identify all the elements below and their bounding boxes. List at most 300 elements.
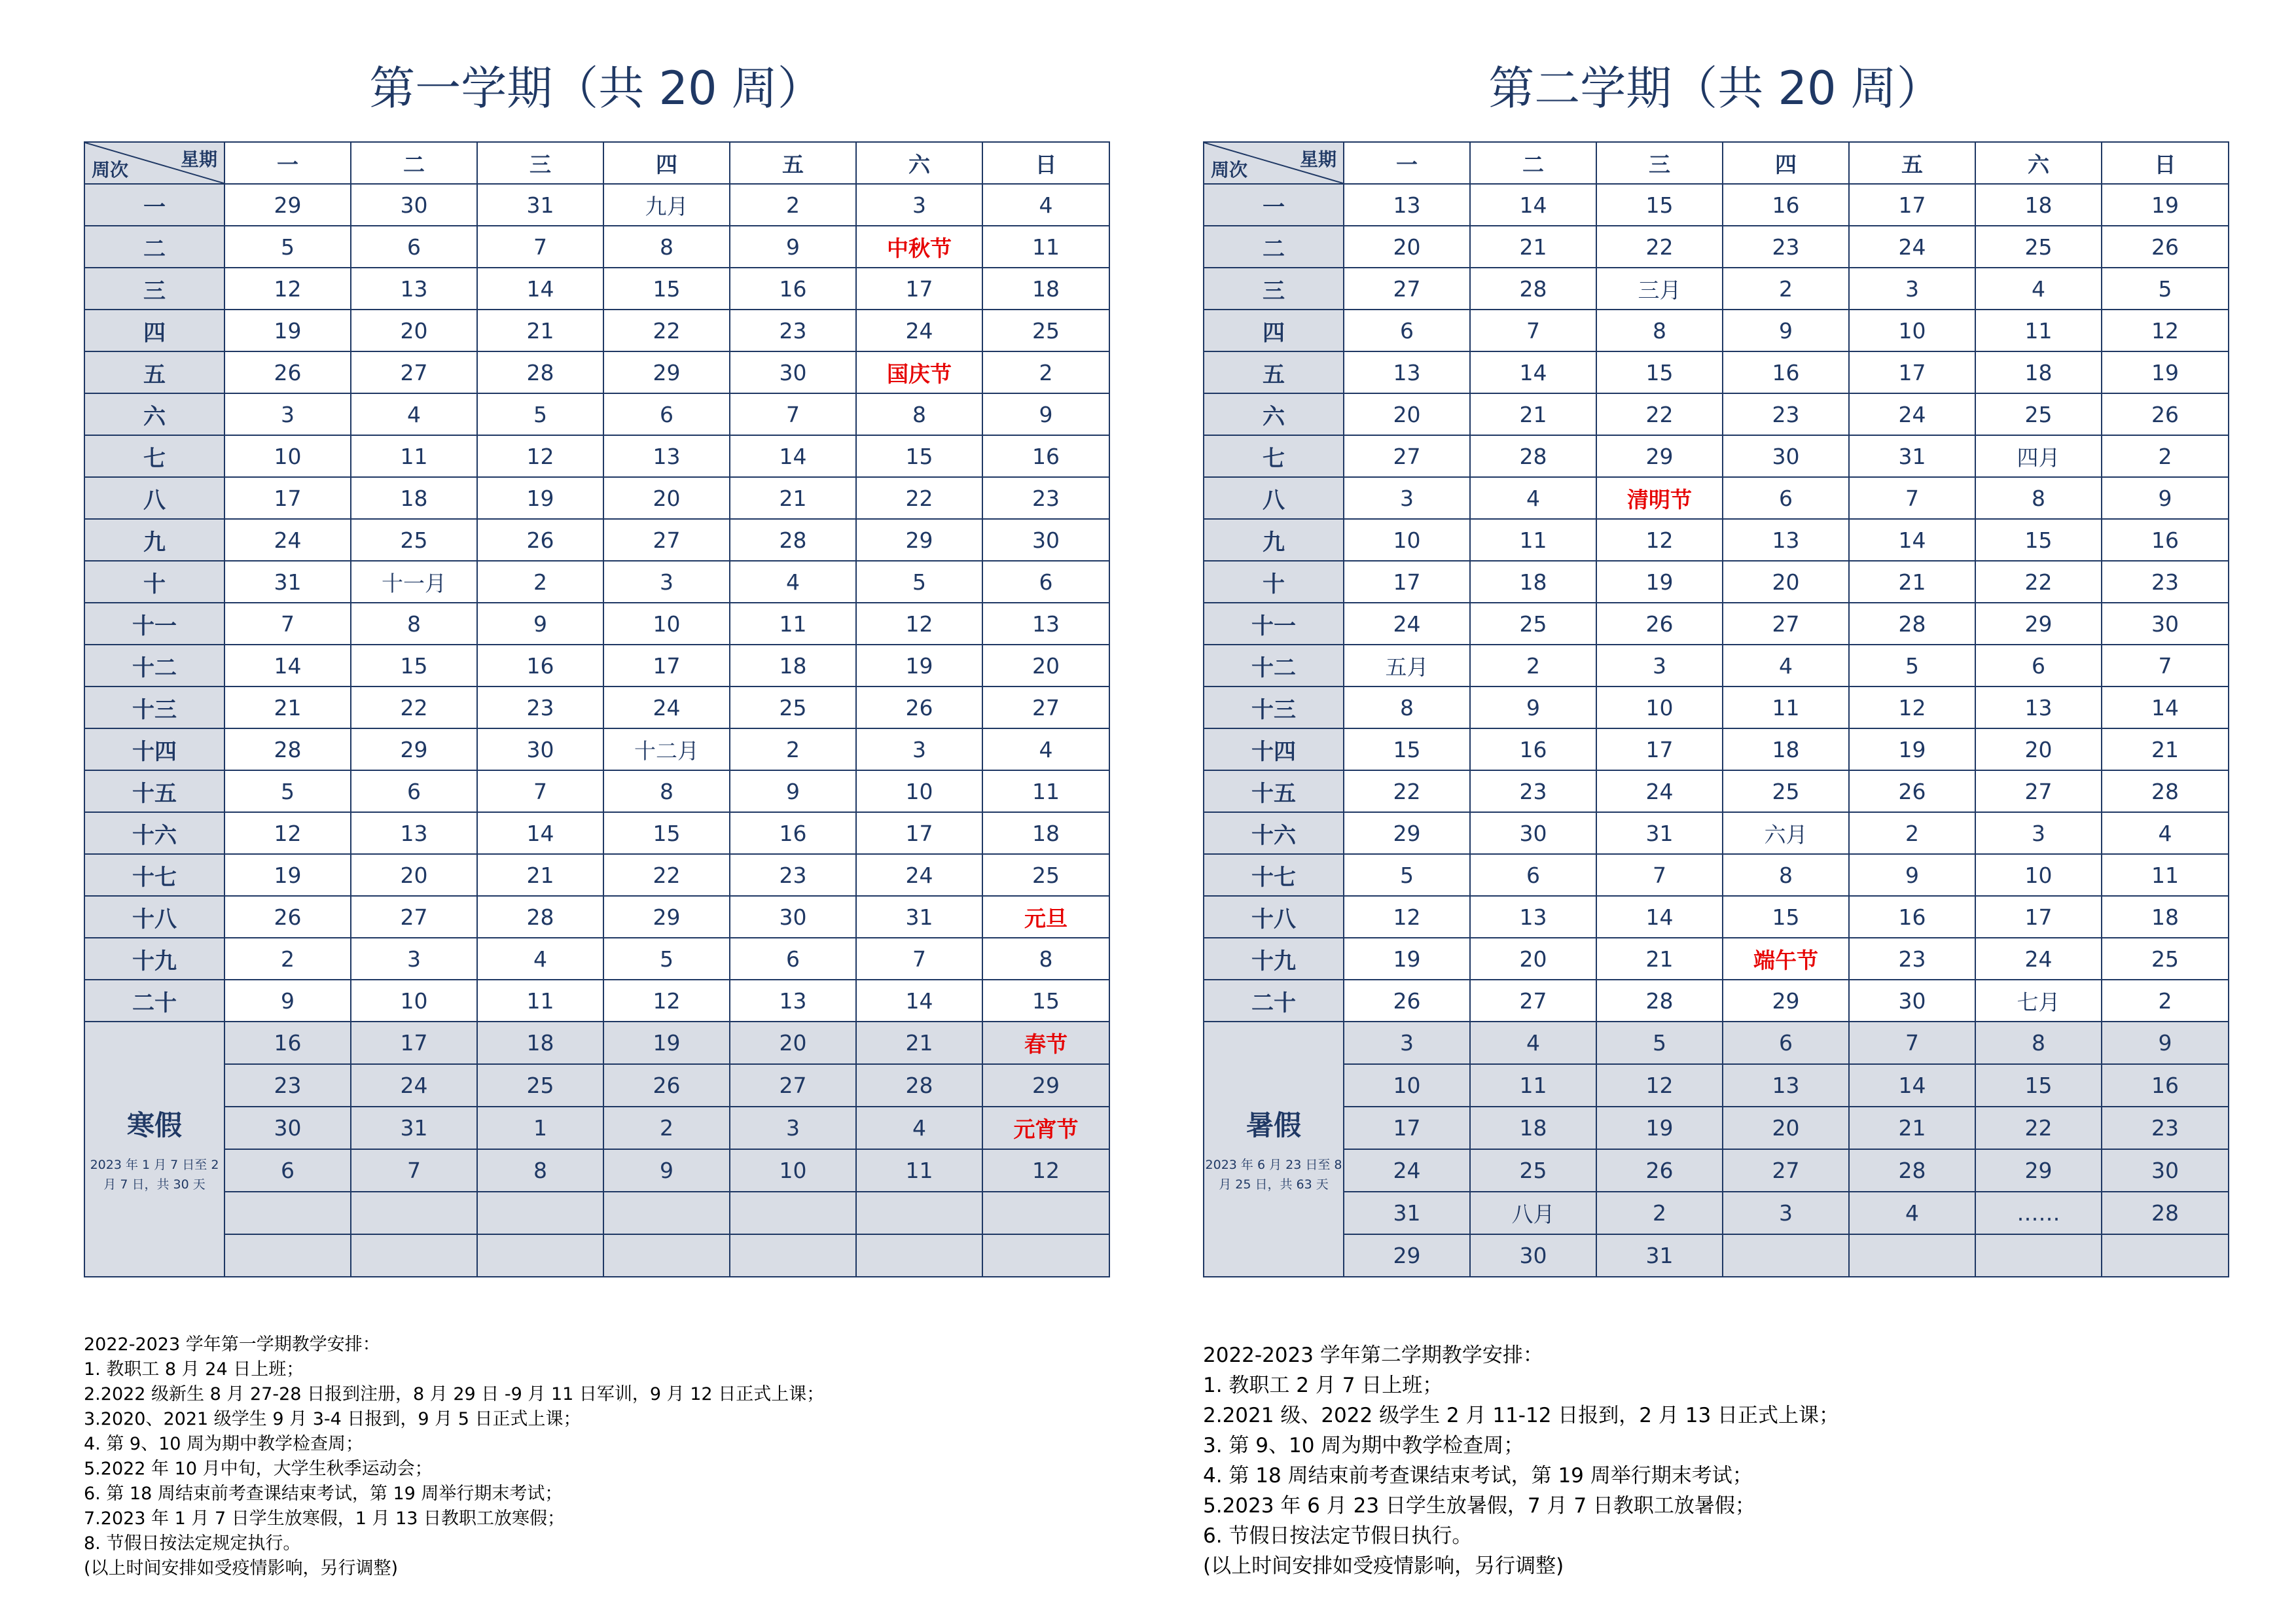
date-cell: 19 xyxy=(2102,351,2229,393)
date-cell: 15 xyxy=(982,980,1109,1022)
week-row xyxy=(84,854,1109,896)
vacation-date-cell: 17 xyxy=(1344,1107,1470,1149)
date-cell: 7 xyxy=(477,770,603,812)
date-cell: 12 xyxy=(2102,310,2229,351)
week-number: 三 xyxy=(1204,268,1344,310)
note-line: (以上时间安排如受疫情影响，另行调整) xyxy=(84,1558,399,1578)
vacation-date-cell: 20 xyxy=(730,1022,856,1064)
date-cell: 5 xyxy=(2102,268,2229,310)
vacation-row xyxy=(84,1234,1109,1277)
week-number: 十一 xyxy=(84,603,224,645)
date-cell: 23 xyxy=(1470,770,1596,812)
vacation-date-cell: 春节 xyxy=(982,1022,1109,1064)
weekday-header: 三 xyxy=(477,142,603,184)
note-line: 2.2022 级新生 8 月 27-28 日报到注册，8 月 29 日 -9 月 11 日军训，9 月 12 日正式上课； xyxy=(84,1384,825,1404)
date-cell: 8 xyxy=(856,393,982,435)
date-cell: 25 xyxy=(1975,226,2102,268)
week-row xyxy=(1204,435,2229,477)
date-cell: 22 xyxy=(1596,393,1723,435)
date-cell: 26 xyxy=(477,519,603,561)
date-cell: 14 xyxy=(1470,351,1596,393)
vacation-date-cell xyxy=(982,1192,1109,1234)
date-cell: 20 xyxy=(1470,938,1596,980)
vacation-date-cell: 31 xyxy=(1344,1192,1470,1234)
date-cell: 25 xyxy=(982,854,1109,896)
date-cell: 6 xyxy=(1344,310,1470,351)
date-cell: 22 xyxy=(856,477,982,519)
week-row xyxy=(84,728,1109,770)
vacation-date-cell: …… xyxy=(1975,1192,2102,1234)
note-line: 3. 第 9、10 周为期中教学检查周； xyxy=(1203,1434,1524,1457)
date-cell: 22 xyxy=(1344,770,1470,812)
week-number: 二 xyxy=(84,226,224,268)
date-cell: 24 xyxy=(856,854,982,896)
week-number: 八 xyxy=(84,477,224,519)
date-cell: 16 xyxy=(1470,728,1596,770)
date-cell: 29 xyxy=(351,728,477,770)
note-line: 5.2023 年 6 月 23 日学生放暑假，7 月 7 日教职工放暑假； xyxy=(1203,1494,1755,1518)
date-cell: 18 xyxy=(1975,184,2102,226)
date-cell: 3 xyxy=(224,393,351,435)
date-cell: 19 xyxy=(1596,561,1723,603)
date-cell: 26 xyxy=(2102,226,2229,268)
date-cell: 14 xyxy=(730,435,856,477)
week-row xyxy=(1204,561,2229,603)
week-row xyxy=(1204,645,2229,687)
date-cell: 29 xyxy=(224,184,351,226)
vacation-row xyxy=(84,1064,1109,1107)
date-cell: 15 xyxy=(1596,184,1723,226)
date-cell: 9 xyxy=(1849,854,1975,896)
vacation-date-cell xyxy=(603,1234,730,1277)
vacation-row xyxy=(1204,1107,2229,1149)
vacation-date-cell: 7 xyxy=(351,1149,477,1192)
week-row xyxy=(84,938,1109,980)
date-cell: 16 xyxy=(477,645,603,687)
date-cell: 4 xyxy=(351,393,477,435)
date-cell: 12 xyxy=(224,268,351,310)
date-cell: 3 xyxy=(856,728,982,770)
week-row xyxy=(84,645,1109,687)
date-cell: 12 xyxy=(1344,896,1470,938)
date-cell: 27 xyxy=(982,687,1109,728)
date-cell: 7 xyxy=(1849,477,1975,519)
date-cell: 15 xyxy=(1723,896,1849,938)
week-number: 二 xyxy=(1204,226,1344,268)
date-cell: 14 xyxy=(224,645,351,687)
date-cell: 31 xyxy=(1849,435,1975,477)
date-cell: 2 xyxy=(477,561,603,603)
vacation-date-cell xyxy=(730,1192,856,1234)
date-cell: 20 xyxy=(1344,226,1470,268)
date-cell: 16 xyxy=(1849,896,1975,938)
date-cell: 12 xyxy=(1849,687,1975,728)
week-number: 十四 xyxy=(1204,728,1344,770)
week-number: 六 xyxy=(84,393,224,435)
date-cell: 27 xyxy=(1723,603,1849,645)
week-row xyxy=(1204,812,2229,854)
date-cell: 16 xyxy=(982,435,1109,477)
week-row xyxy=(1204,393,2229,435)
vacation-date-cell: 30 xyxy=(224,1107,351,1149)
vacation-row xyxy=(1204,1064,2229,1107)
date-cell: 6 xyxy=(1975,645,2102,687)
date-cell: 4 xyxy=(982,184,1109,226)
week-row xyxy=(84,519,1109,561)
date-cell: 六月 xyxy=(1723,812,1849,854)
week-row xyxy=(1204,184,2229,226)
date-cell: 3 xyxy=(1344,477,1470,519)
vacation-date-cell: 13 xyxy=(1723,1064,1849,1107)
date-cell: 6 xyxy=(982,561,1109,603)
semester-title: 第二学期（共 20 周） xyxy=(1488,62,1943,115)
vacation-date-cell: 八月 xyxy=(1470,1192,1596,1234)
date-cell: 7 xyxy=(1470,310,1596,351)
date-cell: 4 xyxy=(730,561,856,603)
weekday-header: 五 xyxy=(730,142,856,184)
vacation-date-cell: 15 xyxy=(1975,1064,2102,1107)
date-cell: 27 xyxy=(603,519,730,561)
week-row xyxy=(84,184,1109,226)
week-row xyxy=(1204,980,2229,1022)
date-cell: 25 xyxy=(1723,770,1849,812)
date-cell: 23 xyxy=(1849,938,1975,980)
date-cell: 19 xyxy=(477,477,603,519)
date-cell: 11 xyxy=(1975,310,2102,351)
date-cell: 28 xyxy=(730,519,856,561)
vacation-date-cell: 25 xyxy=(1470,1149,1596,1192)
date-cell: 22 xyxy=(1975,561,2102,603)
vacation-date-cell xyxy=(477,1234,603,1277)
vacation-label-cell xyxy=(84,1022,224,1277)
week-number: 十 xyxy=(84,561,224,603)
date-cell: 22 xyxy=(603,854,730,896)
weekday-header: 一 xyxy=(224,142,351,184)
date-cell: 25 xyxy=(730,687,856,728)
date-cell: 3 xyxy=(1975,812,2102,854)
date-cell: 21 xyxy=(730,477,856,519)
date-cell: 6 xyxy=(351,770,477,812)
vacation-date-cell: 28 xyxy=(2102,1192,2229,1234)
date-cell: 端午节 xyxy=(1723,938,1849,980)
vacation-row xyxy=(84,1149,1109,1192)
note-line: (以上时间安排如受疫情影响，另行调整) xyxy=(1203,1554,1564,1578)
vacation-note: 2023 年 1 月 7 日至 2 月 7 日，共 30 天 xyxy=(90,1158,219,1192)
date-cell: 5 xyxy=(603,938,730,980)
vacation-date-cell: 12 xyxy=(982,1149,1109,1192)
vacation-date-cell: 11 xyxy=(1470,1064,1596,1107)
date-cell: 17 xyxy=(856,812,982,854)
vacation-row xyxy=(84,1192,1109,1234)
header-row xyxy=(1204,142,2229,184)
date-cell: 四月 xyxy=(1975,435,2102,477)
date-cell: 23 xyxy=(730,854,856,896)
vacation-date-cell xyxy=(351,1234,477,1277)
date-cell: 29 xyxy=(603,896,730,938)
week-number: 五 xyxy=(1204,351,1344,393)
date-cell: 18 xyxy=(982,812,1109,854)
vacation-date-cell: 22 xyxy=(1975,1107,2102,1149)
date-cell: 8 xyxy=(351,603,477,645)
date-cell: 25 xyxy=(1470,603,1596,645)
calendar-table xyxy=(84,141,1110,1277)
date-cell: 23 xyxy=(982,477,1109,519)
week-number: 十六 xyxy=(1204,812,1344,854)
date-cell: 17 xyxy=(856,268,982,310)
week-number: 十七 xyxy=(1204,854,1344,896)
vacation-date-cell: 23 xyxy=(2102,1107,2229,1149)
date-cell: 20 xyxy=(982,645,1109,687)
vacation-date-cell xyxy=(1723,1234,1849,1277)
note-line: 7.2023 年 1 月 7 日学生放寒假，1 月 13 日教职工放寒假； xyxy=(84,1508,565,1529)
date-cell: 8 xyxy=(603,770,730,812)
date-cell: 12 xyxy=(1596,519,1723,561)
date-cell: 18 xyxy=(351,477,477,519)
date-cell: 2 xyxy=(730,728,856,770)
date-cell: 20 xyxy=(603,477,730,519)
date-cell: 22 xyxy=(351,687,477,728)
date-cell: 26 xyxy=(1596,603,1723,645)
date-cell: 6 xyxy=(351,226,477,268)
vacation-date-cell: 5 xyxy=(1596,1022,1723,1064)
date-cell: 18 xyxy=(982,268,1109,310)
date-cell: 30 xyxy=(351,184,477,226)
date-cell: 24 xyxy=(856,310,982,351)
date-cell: 25 xyxy=(1975,393,2102,435)
week-row xyxy=(1204,477,2229,519)
date-cell: 5 xyxy=(224,226,351,268)
week-row xyxy=(84,435,1109,477)
note-line: 5.2022 年 10 月中旬，大学生秋季运动会； xyxy=(84,1459,433,1479)
date-cell: 2 xyxy=(1470,645,1596,687)
week-row xyxy=(84,896,1109,938)
date-cell: 14 xyxy=(1470,184,1596,226)
week-number: 六 xyxy=(1204,393,1344,435)
date-cell: 20 xyxy=(351,854,477,896)
vacation-date-cell: 7 xyxy=(1849,1022,1975,1064)
date-cell: 19 xyxy=(1344,938,1470,980)
date-cell: 2 xyxy=(1723,268,1849,310)
weekday-header: 四 xyxy=(1723,142,1849,184)
week-row xyxy=(84,310,1109,351)
weekday-header: 五 xyxy=(1849,142,1975,184)
date-cell: 21 xyxy=(1470,226,1596,268)
week-number: 四 xyxy=(1204,310,1344,351)
vacation-row xyxy=(1204,1022,2229,1064)
vacation-date-cell: 16 xyxy=(2102,1064,2229,1107)
date-cell: 17 xyxy=(1344,561,1470,603)
date-cell: 4 xyxy=(2102,812,2229,854)
date-cell: 27 xyxy=(1344,435,1470,477)
date-cell: 7 xyxy=(224,603,351,645)
week-number: 十四 xyxy=(84,728,224,770)
date-cell: 2 xyxy=(2102,435,2229,477)
week-row xyxy=(84,351,1109,393)
date-cell: 15 xyxy=(1596,351,1723,393)
vacation-date-cell xyxy=(477,1192,603,1234)
weekday-header: 日 xyxy=(2102,142,2229,184)
date-cell: 9 xyxy=(982,393,1109,435)
date-cell: 29 xyxy=(1596,435,1723,477)
date-cell: 17 xyxy=(1849,184,1975,226)
vacation-date-cell: 29 xyxy=(1344,1234,1470,1277)
vacation-date-cell: 9 xyxy=(603,1149,730,1192)
date-cell: 5 xyxy=(477,393,603,435)
date-cell: 十二月 xyxy=(603,728,730,770)
date-cell: 8 xyxy=(1723,854,1849,896)
week-number: 一 xyxy=(1204,184,1344,226)
week-row xyxy=(84,561,1109,603)
date-cell: 9 xyxy=(730,770,856,812)
vacation-date-cell: 29 xyxy=(982,1064,1109,1107)
note-line: 2.2021 级、2022 级学生 2 月 11-12 日报到，2 月 13 日正式上课； xyxy=(1203,1404,1840,1427)
date-cell: 12 xyxy=(856,603,982,645)
week-row xyxy=(84,226,1109,268)
date-cell: 2 xyxy=(2102,980,2229,1022)
date-cell: 11 xyxy=(351,435,477,477)
weekday-header: 六 xyxy=(856,142,982,184)
weekday-header: 三 xyxy=(1596,142,1723,184)
vacation-title: 暑假 xyxy=(1246,1109,1301,1141)
date-cell: 14 xyxy=(856,980,982,1022)
date-cell: 4 xyxy=(1470,477,1596,519)
week-number: 五 xyxy=(84,351,224,393)
date-cell: 29 xyxy=(603,351,730,393)
date-cell: 17 xyxy=(1596,728,1723,770)
date-cell: 23 xyxy=(477,687,603,728)
calendar-table xyxy=(1203,141,2229,1277)
date-cell: 25 xyxy=(982,310,1109,351)
vacation-date-cell: 10 xyxy=(730,1149,856,1192)
date-cell: 8 xyxy=(1344,687,1470,728)
date-cell: 30 xyxy=(2102,603,2229,645)
date-cell: 30 xyxy=(730,351,856,393)
vacation-date-cell: 31 xyxy=(351,1107,477,1149)
week-number: 十一 xyxy=(1204,603,1344,645)
date-cell: 21 xyxy=(477,854,603,896)
date-cell: 9 xyxy=(1723,310,1849,351)
week-number: 十三 xyxy=(84,687,224,728)
date-cell: 2 xyxy=(1849,812,1975,854)
date-cell: 5 xyxy=(1849,645,1975,687)
week-row xyxy=(84,980,1109,1022)
date-cell: 3 xyxy=(856,184,982,226)
vacation-date-cell: 4 xyxy=(856,1107,982,1149)
vacation-date-cell: 16 xyxy=(224,1022,351,1064)
date-cell: 20 xyxy=(1723,561,1849,603)
vacation-date-cell: 4 xyxy=(1470,1022,1596,1064)
date-cell: 10 xyxy=(603,603,730,645)
date-cell: 十一月 xyxy=(351,561,477,603)
vacation-row xyxy=(1204,1234,2229,1277)
vacation-date-cell: 21 xyxy=(856,1022,982,1064)
vacation-date-cell: 27 xyxy=(730,1064,856,1107)
date-cell: 20 xyxy=(1975,728,2102,770)
date-cell: 28 xyxy=(1470,435,1596,477)
vacation-date-cell xyxy=(2102,1234,2229,1277)
date-cell: 23 xyxy=(1723,393,1849,435)
week-row xyxy=(1204,351,2229,393)
date-cell: 24 xyxy=(1344,603,1470,645)
date-cell: 31 xyxy=(1596,812,1723,854)
vacation-date-cell: 29 xyxy=(1975,1149,2102,1192)
date-cell: 31 xyxy=(477,184,603,226)
vacation-date-cell: 9 xyxy=(2102,1022,2229,1064)
date-cell: 2 xyxy=(982,351,1109,393)
date-cell: 17 xyxy=(1975,896,2102,938)
week-number: 十五 xyxy=(84,770,224,812)
corner-cell xyxy=(1204,142,1344,184)
vacation-date-cell: 3 xyxy=(1344,1022,1470,1064)
date-cell: 五月 xyxy=(1344,645,1470,687)
vacation-date-cell: 8 xyxy=(477,1149,603,1192)
date-cell: 20 xyxy=(351,310,477,351)
date-cell: 15 xyxy=(1975,519,2102,561)
date-cell: 23 xyxy=(2102,561,2229,603)
date-cell: 17 xyxy=(1849,351,1975,393)
vacation-row xyxy=(1204,1192,2229,1234)
date-cell: 16 xyxy=(1723,351,1849,393)
date-cell: 7 xyxy=(1596,854,1723,896)
date-cell: 17 xyxy=(603,645,730,687)
vacation-date-cell xyxy=(603,1192,730,1234)
date-cell: 19 xyxy=(224,310,351,351)
date-cell: 6 xyxy=(1723,477,1849,519)
date-cell: 18 xyxy=(1975,351,2102,393)
week-number: 十 xyxy=(1204,561,1344,603)
vacation-date-cell: 19 xyxy=(1596,1107,1723,1149)
vacation-date-cell: 14 xyxy=(1849,1064,1975,1107)
date-cell: 6 xyxy=(1470,854,1596,896)
date-cell: 28 xyxy=(1470,268,1596,310)
date-cell: 28 xyxy=(477,351,603,393)
vacation-date-cell: 28 xyxy=(856,1064,982,1107)
date-cell: 26 xyxy=(2102,393,2229,435)
date-cell: 6 xyxy=(603,393,730,435)
vacation-date-cell: 23 xyxy=(224,1064,351,1107)
date-cell: 19 xyxy=(856,645,982,687)
date-cell: 9 xyxy=(730,226,856,268)
date-cell: 国庆节 xyxy=(856,351,982,393)
date-cell: 21 xyxy=(2102,728,2229,770)
date-cell: 15 xyxy=(603,268,730,310)
date-cell: 27 xyxy=(351,351,477,393)
date-cell: 12 xyxy=(603,980,730,1022)
week-number: 十二 xyxy=(1204,645,1344,687)
vacation-date-cell: 25 xyxy=(477,1064,603,1107)
date-cell: 28 xyxy=(2102,770,2229,812)
date-cell: 21 xyxy=(1470,393,1596,435)
week-row xyxy=(1204,938,2229,980)
date-cell: 11 xyxy=(730,603,856,645)
vacation-date-cell xyxy=(1975,1234,2102,1277)
date-cell: 22 xyxy=(1596,226,1723,268)
date-cell: 25 xyxy=(2102,938,2229,980)
date-cell: 15 xyxy=(603,812,730,854)
date-cell: 9 xyxy=(1470,687,1596,728)
date-cell: 4 xyxy=(1723,645,1849,687)
date-cell: 24 xyxy=(224,519,351,561)
date-cell: 18 xyxy=(1723,728,1849,770)
date-cell: 16 xyxy=(2102,519,2229,561)
corner-cell xyxy=(84,142,224,184)
week-row xyxy=(1204,603,2229,645)
date-cell: 13 xyxy=(1344,184,1470,226)
date-cell: 15 xyxy=(856,435,982,477)
week-row xyxy=(84,268,1109,310)
date-cell: 5 xyxy=(224,770,351,812)
week-number: 一 xyxy=(84,184,224,226)
